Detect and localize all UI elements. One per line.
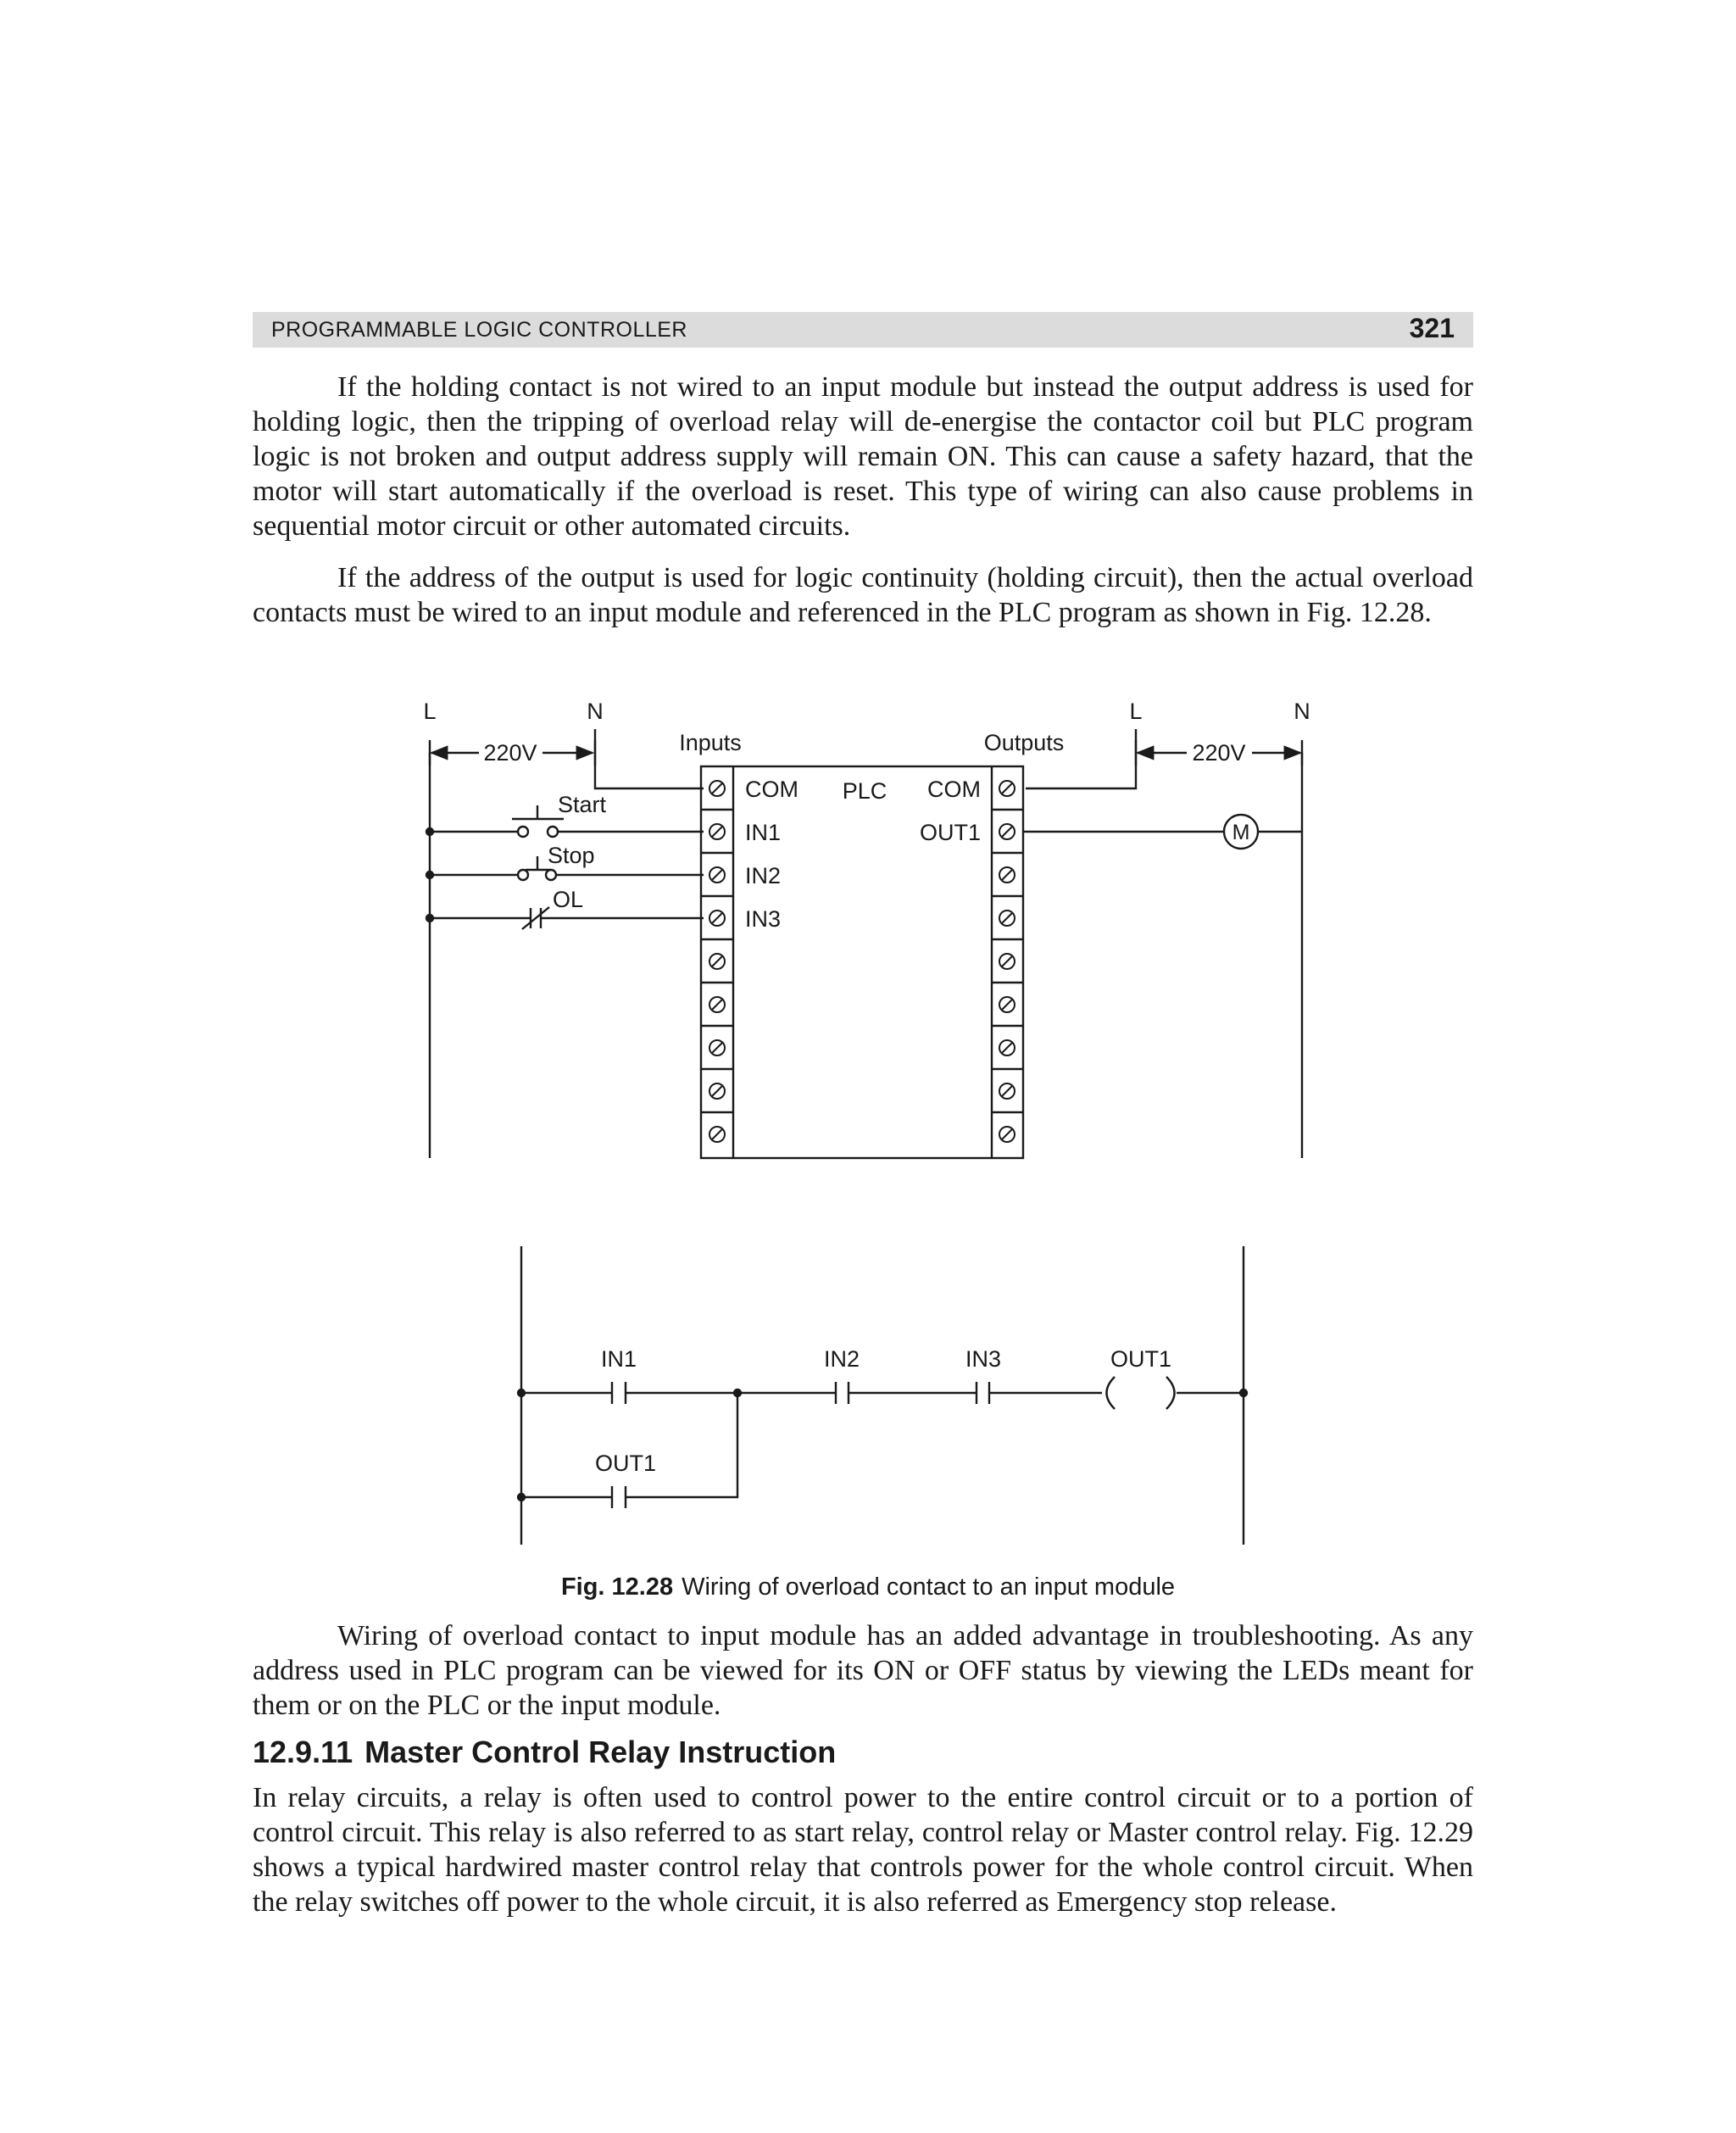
outputs-label: Outputs xyxy=(983,730,1065,755)
figure-label: Fig. 12.28 xyxy=(560,1573,674,1601)
motor-label: M xyxy=(1232,821,1250,844)
plc-wiring-diagram xyxy=(423,699,1310,1158)
left-voltage-label: 220V xyxy=(483,740,537,766)
section-body: In relay circuits, a relay is often used to control power to the entire control circuit or to a portion of control circuit. This relay is also referred to as start relay, control relay or Master control relay. Fig. 12.29 shows a typical hardwired master control relay that controls power for the whole control circuit. When the relay switches off power to the whole circuit, it is also referred as Emergency stop release. xyxy=(253,1782,1473,1918)
paragraph-3: Wiring of overload contact to input module has an added advantage in troubleshooting. As any address used in PLC program can be viewed for its ON or OFF status by viewing the LEDs meant for them or on the PLC or the input module. xyxy=(253,1620,1473,1721)
paragraph-2: If the address of the output is used for logic continuity (holding circuit), then the actual overload contacts must be wired to an input module and referenced in the PLC program as shown in Fig. 12.28. xyxy=(253,562,1473,628)
out1-label: OUT1 xyxy=(919,820,981,845)
output-com-label: COM xyxy=(927,777,981,802)
stop-label: Stop xyxy=(548,843,595,868)
output-terminal-screws xyxy=(999,781,1015,1142)
ladder-in1-label: IN1 xyxy=(600,1346,637,1372)
plc-label: PLC xyxy=(842,778,887,804)
right-line-label: L xyxy=(1129,699,1143,724)
inputs-label: Inputs xyxy=(679,730,742,755)
junction-dot xyxy=(1240,1390,1247,1396)
terminal-screw xyxy=(709,1127,725,1142)
ladder-in2-label: IN2 xyxy=(823,1346,860,1372)
start-contact-right xyxy=(548,827,558,837)
terminal-screw xyxy=(999,911,1015,926)
terminal-screw xyxy=(999,781,1015,796)
in2-label: IN2 xyxy=(745,863,782,888)
section-title: Master Control Relay Instruction xyxy=(364,1735,837,1769)
terminal-screw xyxy=(999,997,1015,1012)
terminal-screw xyxy=(999,954,1015,969)
start-label: Start xyxy=(558,792,607,817)
in1-label: IN1 xyxy=(745,820,782,845)
right-voltage-label: 220V xyxy=(1192,740,1246,766)
terminal-screw xyxy=(709,911,725,926)
terminal-screw xyxy=(709,954,725,969)
section-number: 12.9.11 xyxy=(253,1735,353,1769)
ladder-diagram xyxy=(518,1246,1247,1545)
section-heading xyxy=(253,1735,836,1770)
ladder-out1-contact-label: OUT1 xyxy=(594,1451,657,1476)
out1-coil-right xyxy=(1166,1377,1175,1409)
page-number: 321 xyxy=(1409,313,1455,343)
stop-contact-right xyxy=(546,870,556,880)
terminal-screw xyxy=(709,867,725,883)
right-neutral-label: N xyxy=(1294,699,1310,724)
terminal-screw xyxy=(999,1127,1015,1142)
input-com-label: COM xyxy=(745,777,798,802)
branch-return-wire xyxy=(626,1393,737,1497)
left-neutral-label: N xyxy=(587,699,604,724)
figure-caption-text: Wiring of overload contact to an input module xyxy=(682,1573,1176,1601)
out1-coil-left xyxy=(1107,1377,1116,1409)
stop-contact-left xyxy=(518,870,528,880)
running-head: PROGRAMMABLE LOGIC CONTROLLER xyxy=(271,318,687,342)
paragraph-1: If the holding contact is not wired to an input module but instead the output address is used for holding logic, then the tripping of overload relay will de-energise the contactor coil but PLC program logic is not broken and output address supply will remain ON. This can cause a safety hazard, that the motor will start automatically if the overload is reset. This type of wiring can also cause problems in sequential motor circuit or other automated circuits. xyxy=(253,371,1473,542)
terminal-screw xyxy=(709,997,725,1012)
left-line-label: L xyxy=(423,699,437,724)
terminal-screw xyxy=(709,1040,725,1055)
terminal-screw xyxy=(999,867,1015,883)
terminal-dividers xyxy=(701,810,1023,1112)
ladder-in3-label: IN3 xyxy=(965,1346,1002,1372)
terminal-screw xyxy=(709,824,725,839)
start-contact-left xyxy=(518,827,528,837)
figure-caption xyxy=(0,1573,1736,1601)
input-terminal-screws xyxy=(709,781,725,1142)
terminal-screw xyxy=(999,824,1015,839)
terminal-screw xyxy=(999,1040,1015,1055)
terminal-screw xyxy=(999,1083,1015,1099)
terminal-screw xyxy=(709,781,725,796)
ladder-out1-coil-label: OUT1 xyxy=(1110,1346,1172,1372)
terminal-screw xyxy=(709,1083,725,1099)
in3-label: IN3 xyxy=(745,906,782,932)
ol-label: OL xyxy=(553,887,584,912)
